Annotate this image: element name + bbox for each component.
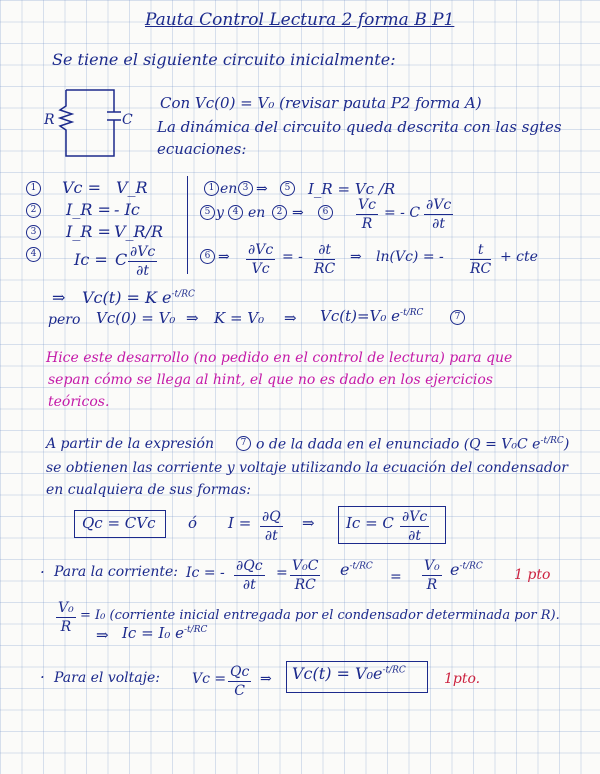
step1-ref-5: 5	[280, 181, 295, 196]
eq-number-2: 2	[26, 203, 41, 218]
current-frac-2	[290, 559, 320, 592]
io-result-text: Ic = I₀ e	[122, 624, 185, 642]
eq1-rhs: V_R	[116, 178, 148, 197]
step2-ref-6: 6	[318, 205, 333, 220]
step3-eq: = -	[282, 249, 303, 265]
io-exponent: -t/RC	[184, 625, 208, 635]
forms-o: ó	[188, 514, 198, 532]
voltage-label: Para el voltaje:	[54, 670, 160, 686]
step3-arrow: ⇒	[218, 249, 230, 265]
step2-fraction-2	[424, 198, 453, 231]
step3-frac-den: Vc	[251, 261, 270, 277]
eq-number-1: 1	[26, 181, 41, 196]
ic-form-fraction	[400, 510, 429, 543]
step2-ref-2: 2	[272, 205, 287, 220]
pero-label: pero	[48, 312, 81, 328]
solution1-exponent: -t/RC	[171, 289, 195, 300]
intro-text: Se tiene el siguiente circuito inicialmente:	[52, 50, 396, 69]
io-frac-den: R	[60, 619, 72, 635]
step1-prefix: en	[220, 181, 238, 197]
ic-form-den: ∂t	[408, 528, 422, 544]
io-fraction	[56, 601, 76, 634]
step2-frac-num: Vc	[358, 197, 376, 213]
step3-ln: ln(Vc) = -	[376, 249, 444, 265]
step1-ref-1: 1	[204, 181, 219, 196]
k-value: K = V₀	[214, 309, 265, 327]
step3-frac2-den: RC	[314, 261, 336, 277]
note-line-2: sepan cómo se llega al hint, el que no es dado en los ejercicios	[48, 372, 493, 388]
i-form-lhs: I =	[228, 514, 252, 532]
note-line-1: Hice este desarrollo (no pedido en el control de lectura) para que	[46, 350, 513, 366]
step2-eq: = - C	[384, 205, 421, 221]
current-points: 1 pto	[514, 567, 551, 583]
eq3-lhs: I_R =	[66, 222, 111, 241]
current-frac3-num: V₀	[424, 558, 440, 574]
current-frac1-num: ∂Qc	[236, 558, 263, 574]
io-text: = I₀ (corriente inicial entregada por el condensador determinada por R).	[80, 608, 560, 623]
step3-tail: + cte	[500, 249, 538, 265]
step2-arrow: ⇒	[292, 205, 304, 221]
ic-form-num: ∂Vc	[402, 509, 428, 525]
step3-fraction	[246, 243, 275, 276]
page-title: Pauta Control Lectura 2 forma B P1	[145, 10, 455, 30]
step2-ref-5: 5	[200, 205, 215, 220]
voltage-fraction	[228, 665, 251, 698]
from-expr-line-2: se obtienen las corriente y voltaje utilizando la ecuación del condensador	[46, 460, 568, 476]
capacitor-label: C	[122, 112, 133, 128]
solution1-text: Vc(t) = K e	[82, 288, 172, 307]
current-label: Para la corriente:	[54, 564, 178, 580]
solution2-text: Vc(t)=V₀ e	[320, 307, 401, 325]
ic-form-lhs: Ic = C	[346, 514, 394, 532]
eq2-rhs: - Ic	[114, 200, 140, 219]
step2-mid: en	[248, 205, 266, 221]
step2-ref-4: 4	[228, 205, 243, 220]
current-frac-3	[422, 559, 442, 592]
dynamics-line-1: La dinámica del circuito queda descrita con las sgtes	[157, 118, 562, 136]
eq2-lhs: I_R =	[66, 200, 111, 219]
step2-frac-den: R	[361, 216, 373, 232]
step2-frac2-den: ∂t	[432, 216, 446, 232]
from-expr-exponent: -t/RC	[540, 436, 564, 446]
from-expr-line-1a: A partir de la expresión	[46, 436, 215, 452]
step3-frac-num: ∂Vc	[248, 242, 274, 258]
eq-number-3: 3	[26, 225, 41, 240]
q-form: Qc = CVc	[82, 514, 156, 532]
eq3-rhs: V_R/R	[114, 222, 164, 241]
current-eq2: =	[276, 565, 288, 581]
current-eq: Ic = -	[186, 565, 225, 581]
step2-frac2-num: ∂Vc	[426, 197, 452, 213]
current-frac2-num: V₀C	[292, 558, 319, 574]
solution2-exponent: -t/RC	[400, 308, 424, 318]
step3-fraction-2	[314, 243, 335, 276]
from-expr-line-1b: o de la dada en el enunciado (Q = V₀C $e^{-t/RC}$)	[256, 436, 570, 453]
current-eq3: =	[390, 569, 402, 585]
step2-prefix: y	[216, 205, 224, 221]
forms-arrow: ⇒	[302, 514, 315, 532]
eq-number-7: 7	[450, 310, 465, 325]
from-expr-line-1b-text: o de la dada en el enunciado (Q = V₀C e	[256, 436, 541, 453]
column-divider	[187, 176, 188, 274]
solution1	[82, 290, 195, 306]
current-frac3-den: R	[426, 577, 438, 593]
voltage-result	[292, 666, 406, 682]
note-line-3: teóricos.	[48, 394, 110, 410]
resistor-label: R	[44, 112, 55, 128]
voltage-result-text: Vc(t) = V₀e	[292, 664, 383, 683]
current-frac-1	[234, 559, 265, 592]
step3-ref-6: 6	[200, 249, 215, 264]
solution2	[320, 309, 423, 324]
current-frac2-den: RC	[294, 577, 316, 593]
step2-fraction	[356, 198, 378, 231]
io-arrow: ⇒	[96, 626, 109, 644]
step1-ref-3: 3	[238, 181, 253, 196]
from-expr-line-3: en cualquiera de sus formas:	[46, 482, 252, 498]
current-bullet: ·	[40, 563, 45, 581]
current-exponent: -t/RC	[349, 561, 373, 572]
voltage-exponent: -t/RC	[382, 665, 406, 676]
voltage-frac-num: Qc	[230, 664, 250, 680]
eq1-lhs: Vc =	[62, 178, 102, 197]
current-exp: $e^{-t/RC}$	[340, 560, 373, 579]
k-arrow: ⇒	[284, 309, 297, 327]
eq4-c: C	[115, 250, 128, 269]
current-exponent-2: -t/RC	[459, 561, 483, 572]
current-exp-2: $e^{-t/RC}$	[450, 560, 483, 579]
step3-frac3-num: t	[470, 243, 491, 260]
i-form-num: ∂Q	[262, 509, 281, 525]
eq4-fraction	[128, 245, 157, 278]
i-form-fraction	[260, 510, 283, 543]
eq4-frac-num: ∂Vc	[130, 244, 156, 260]
voltage-eq: Vc =	[192, 671, 227, 687]
step3-fraction-3	[470, 243, 491, 276]
voltage-bullet: ·	[40, 668, 45, 686]
voltage-frac-den: C	[234, 683, 246, 699]
io-result	[122, 626, 207, 641]
eq4-frac-den: ∂t	[136, 263, 150, 279]
solution1-arrow: ⇒	[52, 288, 66, 307]
initial-value: Vc(0) = V₀	[96, 309, 176, 327]
step1-arrow: ⇒	[256, 181, 268, 197]
step3-frac2-num: ∂t	[314, 243, 335, 260]
voltage-arrow: ⇒	[260, 671, 272, 687]
eq4-lhs: Ic =	[74, 250, 108, 269]
step3-arrow-2: ⇒	[350, 249, 362, 265]
from-expr-ref-7: 7	[236, 436, 251, 451]
step3-frac3-den: RC	[470, 261, 492, 277]
io-frac-num: V₀	[58, 600, 74, 616]
step1-result: I_R = Vc /R	[308, 180, 396, 198]
dynamics-line-2: ecuaciones:	[157, 140, 247, 158]
current-frac1-den: ∂t	[242, 577, 256, 593]
eq-number-4: 4	[26, 247, 41, 262]
i-form-den: ∂t	[264, 528, 278, 544]
initial-condition: Con Vc(0) = V₀ (revisar pauta P2 forma A)	[160, 94, 482, 112]
voltage-points: 1pto.	[444, 671, 481, 687]
initial-arrow: ⇒	[186, 309, 199, 327]
